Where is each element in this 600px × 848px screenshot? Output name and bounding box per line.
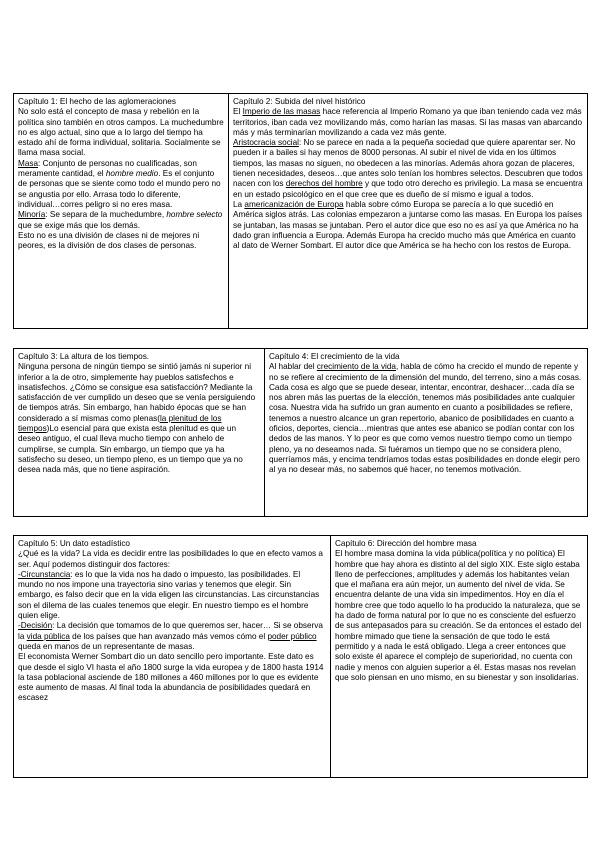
chapter-5-decision: -Decisión: La decisión que tomamos de lo que queremos ser, hacer… Si se observa la vida pública de los países que han avanzado más vemos cómo el poder público queda en manos de un representante de masas. [18,621,323,651]
chapter-5-box [13,535,331,778]
chapter-2-imperio: El Imperio de las masas hace referencia al Imperio Romano ya que iban teniendo cada vez más territorios, iban cada vez movilizando más, como harían las masas. Si las masas van abarcando más y más terminarían movilizando a cada vez más gente. [233,107,583,137]
chapter-4-title: Capítulo 4: El crecimiento de la vida [269,352,400,361]
chapter-2-title: Capítulo 2: Subida del nivel histórico [233,97,366,106]
chapter-3-box [13,348,265,517]
chapter-1-box [13,93,229,329]
chapter-2-box [228,93,588,329]
chapter-1-minoria: Minoría: Se separa de la muchedumbre, hombre selecto que se exige más que los demás. [18,210,223,230]
chapter-5-intro: ¿Qué es la vida? La vida es decidir entre las posibilidades lo que en efecto vamos a ser. Aquí podemos distinguir dos factores: [18,549,323,569]
chapter-4-box [264,348,588,517]
chapter-5-title: Capítulo 5: Un dato estadístico [18,539,130,548]
chapter-3-paragraph: Ninguna persona de ningún tiempo se sintió jamás ni superior ni inferior a la de otro, simplemente hay pueblos satisfechos e insatisfechos. ¿Cómo se consigue esa satisfacción? Mediante la satisfacción de ver cumplido un deseo que se venía persiguiendo de tiempos atrás. Sin embargo, han habido épocas que se han considerado a sí mismas como plenas(la plenitud de los tiempos)Lo esencial para que exista esta plenitud es que un deseo antiguo, el cual lleva mucho tiempo con anhelo de cumplirse, se cumpla. Sin embargo, un tiempo que ya ha satisfecho su deseo, un tiempo pleno, es un tiempo que ya no desea nada más, que no tiene aspiración. [18,362,256,475]
chapter-1-paragraph: No solo está el concepto de masa y rebelión en la política sino también en otros campos. La muchedumbre no es algo actual, sino que a lo largo del tiempo ha estado ahí de forma individual, solitaria. Socialmente se llama masa social. [18,107,224,158]
chapter-1-title: Capítulo 1: El hecho de las aglomeraciones [18,97,176,106]
chapter-6-box [330,535,588,778]
chapter-5-closing: El economista Werner Sombart dio un dato sencillo pero importante. Este dato es que desde el siglo VI hasta el año 1800 surge la vida europea y de 1800 hasta 1914 la tasa poblacional asciende de 180 millones a 460 millones por lo que es evidente este aumento de masas. Al final toda la abundancia de posibilidades quedará en escasez [18,652,324,703]
chapter-2-aristocracia: Aristocracia social: No se parece en nada a la pequeña sociedad que quiere aparentar ser. No pueden ir a bailes si hay menos de 8000 personas. Al subir el nivel de vida en los últimos tiempos, las masas no siguen, no obedecen a las minorías. Además ahora gozan de placeres, tienen necesidades, deseos…que antes solo tenían los hombres selectos. Descubren que todos nacen con los derechos del hombre y que todo otro derecho es privilegio. La masa se encuentra en un estado psicológico en el que cree que es dueño de sí mismo e igual a todos. [233,138,583,199]
chapter-5-circunstancia: -Circunstancia: es lo que la vida nos ha dado o impuesto, las posibilidades. El mundo no nos impone una trayectoria sino varias y tenemos que elegir. Sin embargo, es falso decir que en la vida eligen las circunstancias. Las circunstancias son el dilema de las cuales tenemos que elegir. En nuestro tiempo es el hombre quien elige. [18,569,320,621]
chapter-6-title: Capítulo 6: Dirección del hombre masa [335,539,477,548]
chapter-4-paragraph: Al hablar del crecimiento de la vida, habla de cómo ha crecido el mundo de repente y no se refiere al crecimiento de la dimensión del mundo, del terreno, sino a más cosas. Cada cosa es algo que se puede desear, intentar, encontrar, deshacer…cada día se nos abren más las puertas de la elección, tenemos más posibilidades ante cualquier cosa. Nuestra vida ha sufrido un gran aumento en cuanto a posibilidades se refiere, tenemos a nuestro alcance un gran repertorio, abanico de posibilidades en cuanto a oficios, deportes, ciencia…mientras que antes ese abanico se podían contar con los dedos de las manos. Y lo peor es que como vemos nuestro tiempo como un tiempo pleno, ya no deseamos nada. Si fuéramos un tiempo que no se considera pleno, querríamos más, y encima tendríamos todas estas posibilidades en donde elegir pero al ya no desear más, no sabemos qué hacer, no tenemos motivación. [269,362,582,475]
chapter-6-paragraph: El hombre masa domina la vida pública(política y no política) El hombre que hay ahora es distinto al del siglo XIX. Este siglo estaba lleno de perfecciones, amplitudes y además los habitantes veían que el mañana era aún mejor, un aumento del nivel de vida. Se encuentra delante de una vida sin impedimentos. Hoy en día el hombre cree que todo aquello lo ha producido la naturaleza, que se ha dado de forma natural por lo que no es consciente del esfuerzo de sus antepasados para su creación. Se da entonces el estado del hombre mimado que tiene la sensación de que todo le está permitido y a nada le está obligado. Llega a creer entonces que solo existe él aparece el complejo de superioridad, no cuenta con nadie y menos con alguien superior a él. Estas masas nos revelan que solo piensan en uno mismo, en su bienestar y son insolidarias. [335,549,582,682]
chapter-3-title: Capítulo 3: La altura de los tiempos. [18,352,150,361]
chapter-2-americanizacion: La americanización de Europa habla sobre cómo Europa se parecía a lo que sucedió en América siglos atrás. Las colonias empezaron a juntarse como las masas. En Europa los países se juntaban, las masas se juntaban. Pero el autor dice que eso no es así ya que América no ha dado gran influencia a Europa. Además Europa ha crecido mucho más que América en cuanto al dato de Werner Sombart. El autor dice que América se ha hecho con los restos de Europa. [233,199,583,251]
chapter-1-closing: Esto no es una división de clases ni de mejores ni peores, es la división de dos clases de personas. [18,230,200,251]
chapter-1-masa: Masa: Conjunto de personas no cualificadas, son meramente cantidad, el hombre medio. Es el conjunto de personas que se siente como todo el mundo pero no se angustia por ello. Arrasa todo lo diferente, individual…corres peligro si no eres masa. [18,158,221,209]
